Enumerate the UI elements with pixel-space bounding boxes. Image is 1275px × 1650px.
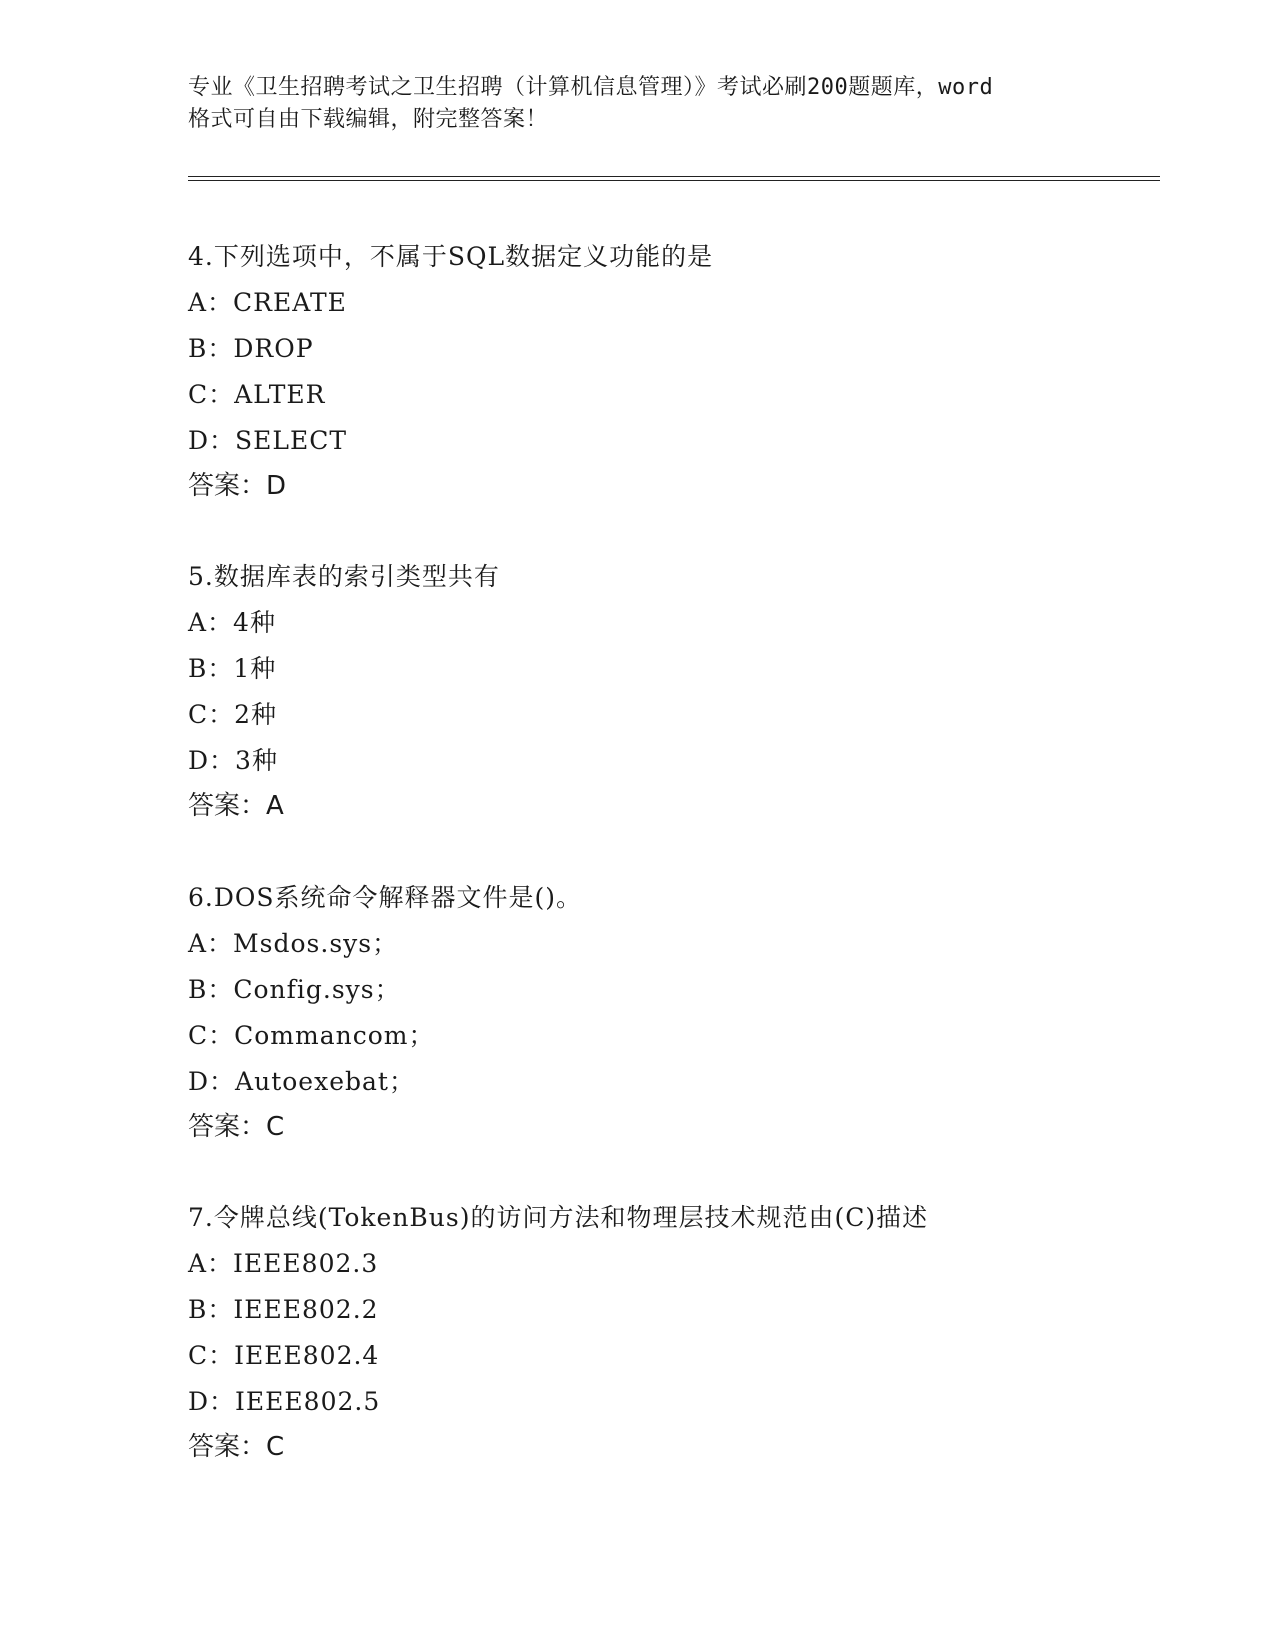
option-b: B：1种 (188, 654, 277, 683)
question-title: 7.令牌总线(TokenBus)的访问方法和物理层技术规范由(C)描述 (188, 1203, 929, 1232)
answer-line: 答案：D (188, 471, 287, 501)
question-6 (188, 875, 1148, 1149)
option-a: A：4种 (188, 608, 276, 637)
answer-line: 答案：C (188, 1112, 285, 1142)
answer-line: 答案：C (188, 1432, 285, 1462)
question-title: 4.下列选项中，不属于SQL数据定义功能的是 (188, 242, 714, 271)
option-c: C：IEEE802.4 (188, 1341, 380, 1370)
option-a: A：CREATE (188, 288, 347, 317)
header-line-2: 格式可自由下载编辑，附完整答案！ (188, 107, 549, 132)
option-d: D：Autoexebat； (188, 1067, 415, 1096)
answer-line: 答案：A (188, 791, 284, 821)
option-c: C：ALTER (188, 380, 326, 409)
option-b: B：IEEE802.2 (188, 1295, 379, 1324)
document-header (188, 72, 1088, 136)
question-5 (188, 554, 1148, 828)
option-d: D：IEEE802.5 (188, 1387, 381, 1416)
option-c: C：2种 (188, 700, 278, 729)
option-d: D：3种 (188, 746, 278, 775)
header-line-1: 专业《卫生招聘考试之卫生招聘（计算机信息管理）》考试必刷200题题库，word (188, 75, 994, 100)
question-7 (188, 1195, 1148, 1469)
question-title: 5.数据库表的索引类型共有 (188, 562, 500, 591)
option-b: B：Config.sys； (188, 975, 401, 1004)
option-c: C：Commancom； (188, 1021, 435, 1050)
header-divider (188, 176, 1160, 181)
question-title: 6.DOS系统命令解释器文件是()。 (188, 883, 583, 912)
option-a: A：Msdos.sys； (188, 929, 399, 958)
option-d: D：SELECT (188, 426, 348, 455)
question-4 (188, 234, 1148, 508)
option-b: B：DROP (188, 334, 314, 363)
option-a: A：IEEE802.3 (188, 1249, 379, 1278)
